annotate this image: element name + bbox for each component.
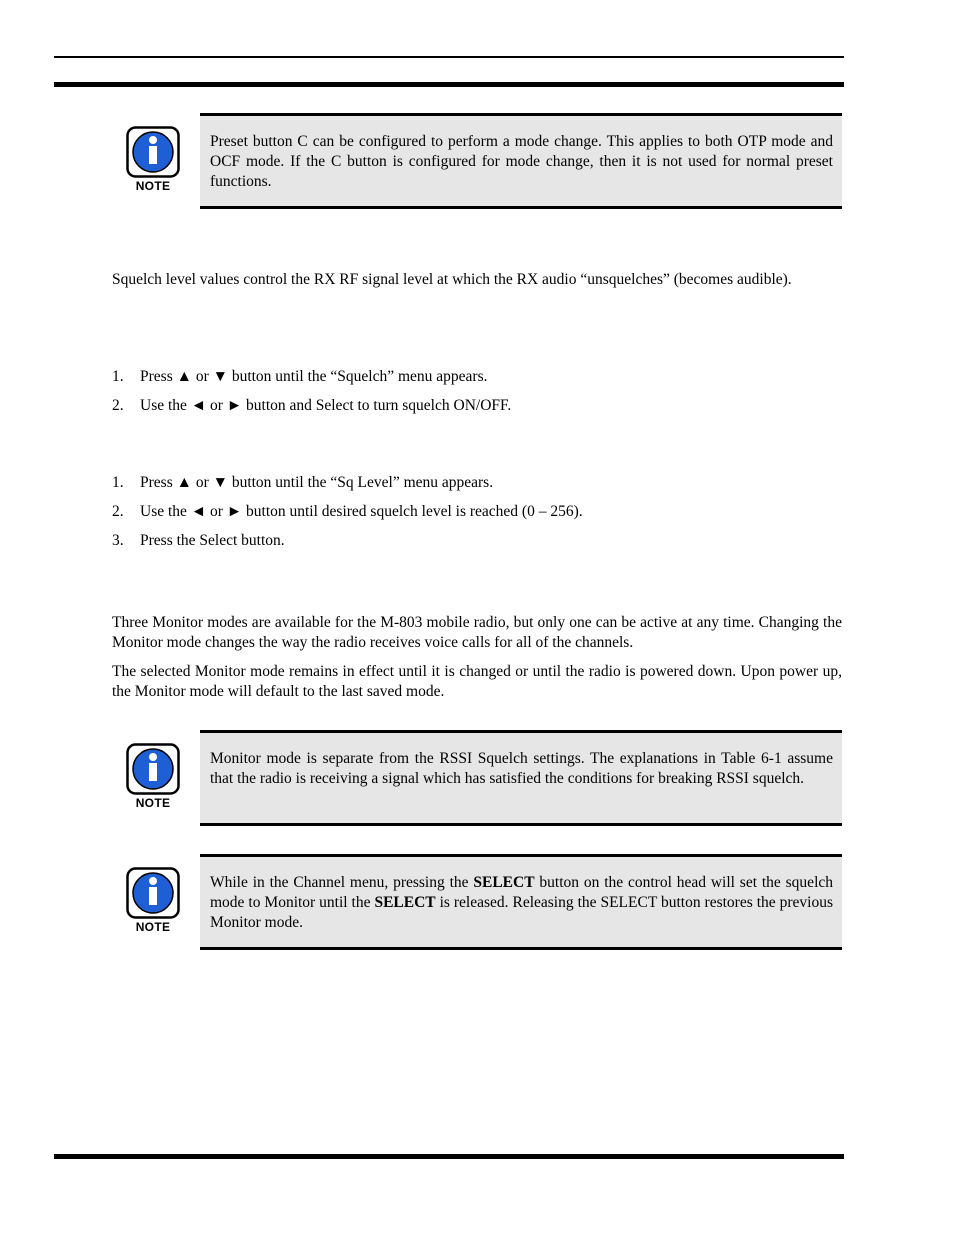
level-step-2 <box>112 502 583 522</box>
step-number: 1. <box>112 368 124 385</box>
step-number: 2. <box>112 503 124 520</box>
note-label: NOTE <box>135 796 171 810</box>
select-keyword: SELECT <box>374 894 436 911</box>
note-text-box <box>200 113 842 209</box>
note-preset-c <box>112 113 842 209</box>
squelch-intro-paragraph: Squelch level values control the RX RF signal level at which the RX audio “unsquelches” (becomes audible). <box>112 271 792 288</box>
note-text-part: While in the Channel menu, pressing the <box>210 874 474 891</box>
note-icon-wrap <box>126 126 180 193</box>
step-text: Press the Select button. <box>140 532 285 549</box>
info-note-icon <box>126 867 180 919</box>
select-keyword: SELECT <box>473 874 535 891</box>
level-step-1 <box>112 473 493 493</box>
note-icon-wrap <box>126 743 180 810</box>
squelch-step-1 <box>112 367 488 387</box>
step-text: Press ▲ or ▼ button until the “Sq Level” menu appears. <box>140 474 494 491</box>
note-text: Monitor mode is separate from the RSSI Squelch settings. The explanations in Table 6-1 assume that the radio is receiving a signal which has satisfied the conditions for breaking RSSI squelch. <box>210 750 833 787</box>
step-text: Use the ◄ or ► button and Select to turn squelch ON/OFF. <box>140 397 512 414</box>
note-text-box <box>200 854 842 950</box>
step-text: Use the ◄ or ► button until desired squelch level is reached (0 – 256). <box>140 503 583 520</box>
step-number: 2. <box>112 397 124 414</box>
squelch-step-2 <box>112 396 511 416</box>
note-select-monitor <box>112 854 842 950</box>
step-text: Press ▲ or ▼ button until the “Squelch” menu appears. <box>140 368 488 385</box>
info-note-icon <box>126 743 180 795</box>
note-text-box <box>200 730 842 826</box>
note-text-part: is released. Releasing the SELECT button restores the previous Monitor mode. <box>210 894 833 931</box>
note-text: Preset button C can be configured to perform a mode change. This applies to both OTP mode and OCF mode. If the C button is configured for mode change, then it is not used for normal preset functions. <box>210 133 833 190</box>
footer-rule-thick <box>54 1154 844 1159</box>
step-number: 1. <box>112 474 124 491</box>
monitor-paragraph-1: Three Monitor modes are available for the M-803 mobile radio, but only one can be active at any time. Changing the Monitor mode changes the way the radio receives voice calls for all of the channels. <box>112 614 842 651</box>
note-rssi <box>112 730 842 826</box>
level-step-3 <box>112 531 285 551</box>
note-icon-wrap <box>126 867 180 934</box>
monitor-paragraph-2: The selected Monitor mode remains in effect until it is changed or until the radio is powered down. Upon power up, the Monitor mode will default to the last saved mode. <box>112 663 842 700</box>
header-rule-thin <box>54 56 844 58</box>
info-note-icon <box>126 126 180 178</box>
header-rule-thick <box>54 82 844 87</box>
note-text-part: button on the control head will set the squelch mode to Monitor until the <box>210 874 834 911</box>
note-label: NOTE <box>135 179 171 193</box>
note-label: NOTE <box>135 920 171 934</box>
step-number: 3. <box>112 532 124 549</box>
